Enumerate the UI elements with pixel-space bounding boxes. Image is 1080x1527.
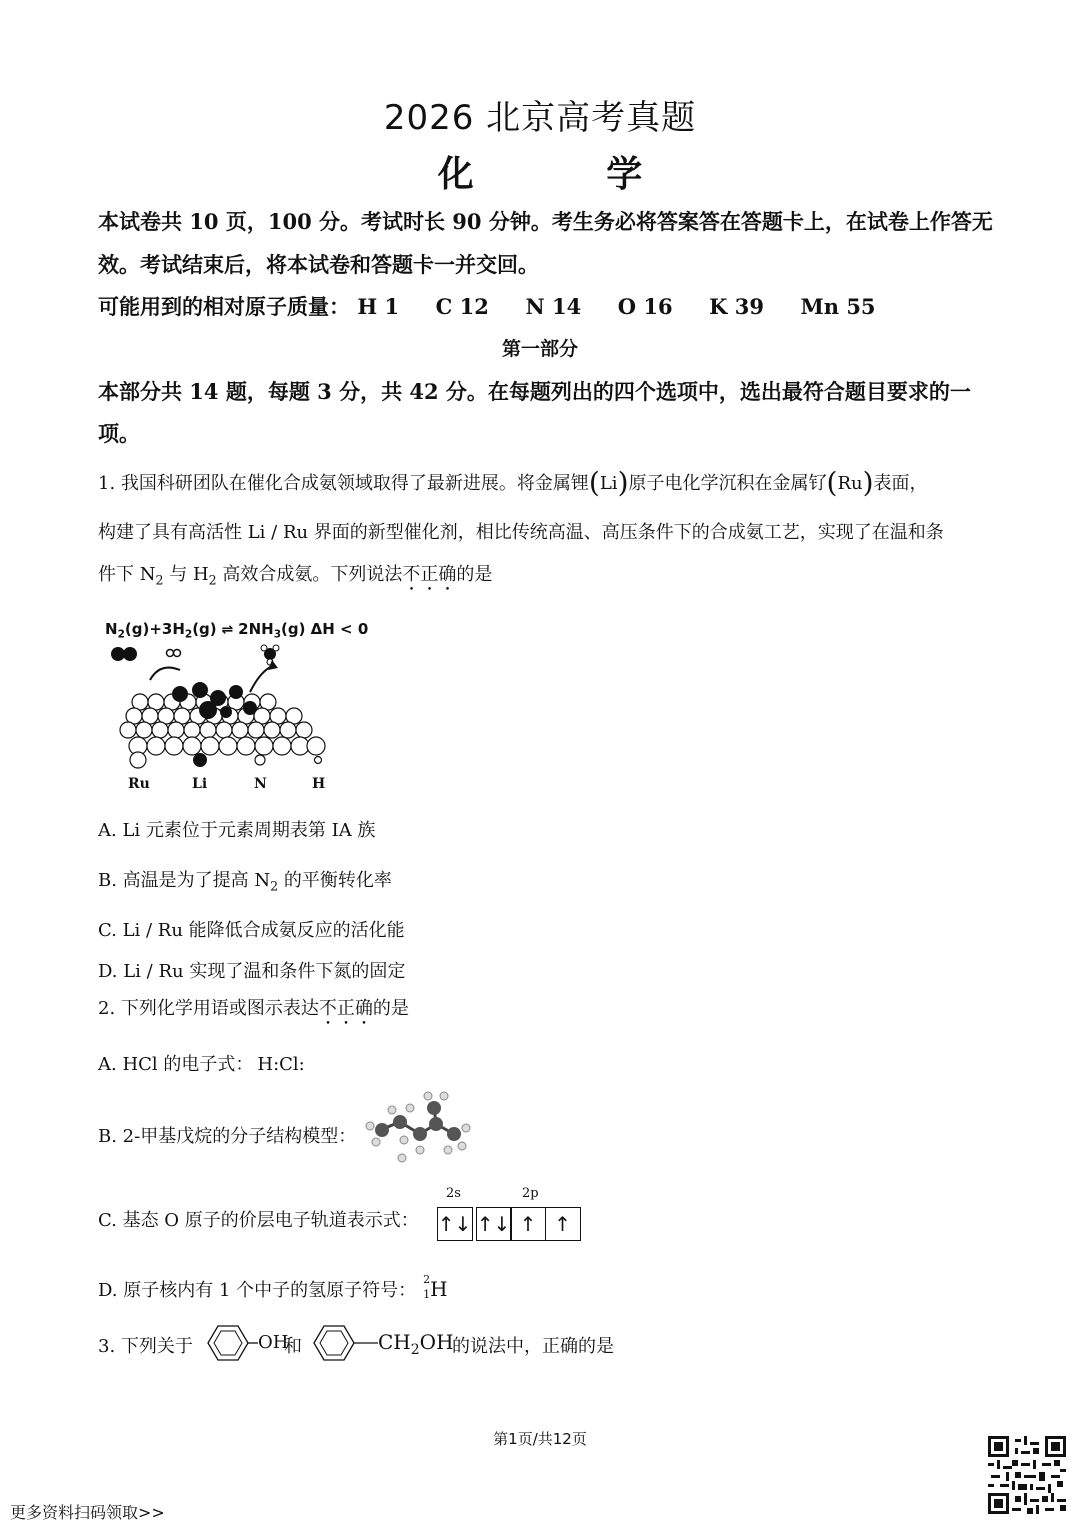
deuterium-symbol: H bbox=[430, 1277, 448, 1301]
orbital-diagram bbox=[438, 1207, 581, 1241]
part-title: 第一部分 bbox=[501, 338, 578, 360]
atomic-mass-label: 可能用到的相对原子质量： bbox=[98, 294, 350, 319]
2-methylpentane-ball-stick-model bbox=[362, 1088, 474, 1168]
exam-title: 2026 北京高考真题 bbox=[383, 98, 697, 138]
atomic-mass-line bbox=[98, 291, 876, 321]
q2-option-a: A. HCl 的电子式： H:Cl: bbox=[98, 1054, 305, 1075]
legend-h: H bbox=[312, 776, 326, 792]
orbital-box-2p-1: ↑↓ bbox=[476, 1207, 512, 1241]
q1-h2-sub: 2 bbox=[208, 572, 217, 588]
q2-option-d: D. 原子核内有 1 个中子的氢原子符号： 2 1 H bbox=[98, 1273, 448, 1301]
part-desc-2: 项。 bbox=[98, 421, 140, 446]
q1-option-d: D. Li / Ru 实现了温和条件下氮的固定 bbox=[98, 961, 406, 982]
orbital-box-2s: ↑↓ bbox=[437, 1207, 473, 1241]
orbital-label-2p: 2p bbox=[522, 1186, 539, 1201]
legend-ru: Ru bbox=[128, 776, 150, 792]
intro-line-1: 本试卷共 10 页，100 分。考试时长 90 分钟。考生务必将答案答在答题卡上，在试卷上作答无 bbox=[98, 209, 993, 234]
q1-text-a: 1. 我国科研团队在催化合成氨领域取得了最新进展。将金属锂 bbox=[98, 473, 589, 494]
q1-li: Li bbox=[599, 473, 618, 494]
q1-h2: 与 H bbox=[163, 564, 209, 585]
orbital-box-2p-2: ↑ bbox=[510, 1207, 546, 1241]
q1-option-b: B. 高温是为了提高 $N_2$ 的平衡转化率 bbox=[98, 870, 392, 894]
orbital-label-2s: 2s bbox=[446, 1186, 461, 1201]
q1-figure bbox=[100, 618, 369, 798]
legend-n: N bbox=[254, 776, 267, 792]
q1-stem-line-3 bbox=[98, 560, 492, 595]
mass-c: C 12 bbox=[435, 294, 489, 319]
q1-stem-line-2: 构建了具有高活性 Li / Ru 界面的新型催化剂，相比传统高温、高压条件下的合成氨工艺，实现了在温和条 bbox=[98, 522, 944, 543]
mass-o: O 16 bbox=[617, 294, 673, 319]
mass-n: N 14 bbox=[525, 294, 582, 319]
hcl-electron-formula: H:Cl: bbox=[257, 1054, 305, 1075]
page-number: 第1页/共12页 bbox=[493, 1430, 587, 1448]
q3-stem-start: 3. 下列关于 bbox=[98, 1336, 193, 1357]
q1-text-d: 高效合成氨。下列说法 bbox=[216, 564, 403, 585]
q2-option-b: B. 2-甲基戊烷的分子结构模型： bbox=[98, 1126, 357, 1147]
q2-option-c: C. 基态 O 原子的价层电子轨道表示式： bbox=[98, 1210, 419, 1231]
q3-stem-end: 的说法中，正确的是 bbox=[452, 1336, 614, 1357]
q1-n2: 件下 N bbox=[98, 564, 156, 585]
q1-emphasis: 不正确 bbox=[402, 564, 457, 585]
qr-code[interactable] bbox=[988, 1436, 1066, 1514]
deuterium-isotope-scripts: 2 1 bbox=[423, 1273, 431, 1301]
mass-k: K 39 bbox=[709, 294, 764, 319]
q1-text-b: 原子电化学沉积在金属钌 bbox=[628, 473, 827, 494]
q2-emphasis: 不正确 bbox=[318, 998, 373, 1019]
q1-option-c: C. Li / Ru 能降低合成氨反应的活化能 bbox=[98, 920, 405, 941]
more-resources-link[interactable]: 更多资料扫码领取>> bbox=[10, 1503, 165, 1522]
legend-li: Li bbox=[192, 776, 208, 792]
phenol-benzene-ring bbox=[200, 1322, 260, 1364]
q3-and: 和 bbox=[284, 1336, 302, 1357]
mass-mn: Mn 55 bbox=[800, 294, 876, 319]
legend-symbols bbox=[128, 750, 328, 772]
q1-option-a: A. Li 元素位于元素周期表第 IA 族 bbox=[98, 820, 376, 841]
orbital-box-2p-3: ↑ bbox=[545, 1207, 581, 1241]
q3-ch2oh: $CH_2OH$ bbox=[378, 1330, 454, 1358]
mass-h: H 1 bbox=[357, 294, 400, 319]
q2-stem: 2. 下列化学用语或图示表达不正确的是 bbox=[98, 998, 409, 1019]
q1-text-e: 的是 bbox=[456, 564, 493, 585]
part-desc-1: 本部分共 14 题，每题 3 分，共 42 分。在每题列出的四个选项中，选出最符合题目要求的一 bbox=[98, 379, 971, 404]
q1-n2-sub: 2 bbox=[155, 572, 164, 588]
q1-stem-line-1: 1. 我国科研团队在催化合成氨领域取得了最新进展。将金属锂(Li)原子电化学沉积在金属钌(Ru)表面， bbox=[98, 466, 928, 499]
benzyl-alcohol-benzene-ring bbox=[310, 1322, 380, 1364]
q1-text-c: 表面， bbox=[873, 473, 928, 494]
intro-line-2: 效。考试结束后，将本试卷和答题卡一并交回。 bbox=[98, 252, 539, 277]
q1-ru: Ru bbox=[837, 473, 863, 494]
q3-phenol-oh: OH bbox=[258, 1332, 289, 1353]
q1-equation: $N_2(g)+3H_2(g)$ ⇌ $2NH_3(g) \Delta H < 0$ bbox=[105, 620, 369, 641]
subject-title: 化 学 bbox=[437, 153, 703, 195]
